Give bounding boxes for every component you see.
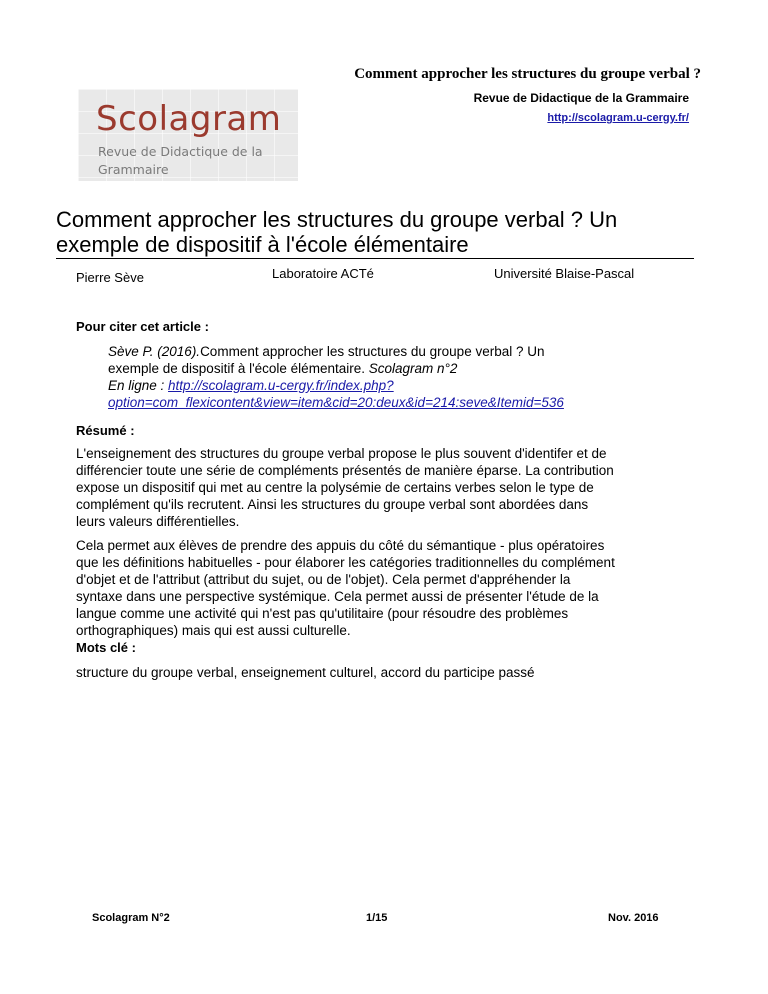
citation-journal-issue: Scolagram n°2 <box>368 361 458 376</box>
text-line: expose un dispositif qui met au centre la polysémie de certains verbes selon le type de <box>76 480 594 495</box>
keywords-text: structure du groupe verbal, enseignement culturel, accord du participe passé <box>76 665 535 680</box>
citation-link-part2[interactable]: option=com_flexicontent&view=item&cid=20:deux&id=214:seve&Itemid=536 <box>108 395 564 410</box>
article-title-line1: Comment approcher les structures du groupe verbal ? Un <box>56 207 618 232</box>
journal-name: Revue de Didactique de la Grammaire <box>473 91 689 105</box>
citation-line3 <box>108 377 688 394</box>
article-title-line2: exemple de dispositif à l'école élémentaire <box>56 232 469 257</box>
citation-line1 <box>108 343 688 360</box>
text-line: d'objet et de l'attribut (attribut du sujet, ou de l'objet). Cela permet d'appréhender la <box>76 572 571 587</box>
text-line: complément qu'ils recrutent. Ainsi les structures du groupe verbal sont abordées dans <box>76 497 589 512</box>
text-line: leurs valeurs différentielles. <box>76 514 240 529</box>
scolagram-logo <box>78 89 298 181</box>
citation-line2 <box>108 360 688 377</box>
text-line: L'enseignement des structures du groupe verbal propose le plus souvent d'identifer et de <box>76 446 607 461</box>
abstract-paragraph-1 <box>76 445 694 530</box>
logo-wordmark: Scolagram <box>96 99 282 139</box>
journal-url-link[interactable]: http://scolagram.u-cergy.fr/ <box>547 112 689 124</box>
text-line: orthographiques) mais qui est aussi culturelle. <box>76 623 351 638</box>
citation-online-label: En ligne : <box>108 378 169 393</box>
author-lab: Laboratoire ACTé <box>272 266 374 281</box>
citation-link-part1[interactable]: http://scolagram.u-cergy.fr/index.php? <box>168 378 394 393</box>
citation-authors-year: Sève P. (2016). <box>108 344 201 359</box>
footer-page-number: 1/15 <box>366 912 388 924</box>
text-line: Cela permet aux élèves de prendre des appuis du côté du sémantique - plus opératoires <box>76 538 605 553</box>
logo-tagline-line1: Revue de Didactique de la <box>98 144 263 159</box>
citation-heading: Pour citer cet article : <box>76 319 209 334</box>
footer-journal: Scolagram N°2 <box>92 912 170 924</box>
abstract-paragraph-2 <box>76 537 694 639</box>
logo-tagline-line2: Grammaire <box>98 162 169 177</box>
running-header-title: Comment approcher les structures du groupe verbal ? <box>354 66 701 82</box>
citation-block <box>108 343 688 411</box>
citation-text-line1: Comment approcher les structures du groupe verbal ? Un <box>200 344 545 359</box>
author-university: Université Blaise-Pascal <box>494 266 635 281</box>
keywords-heading: Mots clé : <box>76 640 136 655</box>
title-divider <box>56 258 694 259</box>
text-line: syntaxe dans une perspective systémique. Cela permet aussi de présenter l'étude de la <box>76 589 599 604</box>
abstract-heading: Résumé : <box>76 423 135 438</box>
text-line: langue comme une activité qui n'est pas qu'utilitaire (pour résoudre des problèmes <box>76 606 569 621</box>
footer-date: Nov. 2016 <box>608 912 659 924</box>
citation-text-line2: exemple de dispositif à l'école élémentaire. <box>108 361 369 376</box>
author-name: Pierre Sève <box>76 270 144 285</box>
article-title <box>56 207 696 257</box>
citation-line4 <box>108 394 688 411</box>
text-line: que les définitions habituelles - pour élaborer les catégories traditionnelles du complément <box>76 555 615 570</box>
text-line: différencier toute une série de compléments présentés de manière éparse. La contribution <box>76 463 614 478</box>
